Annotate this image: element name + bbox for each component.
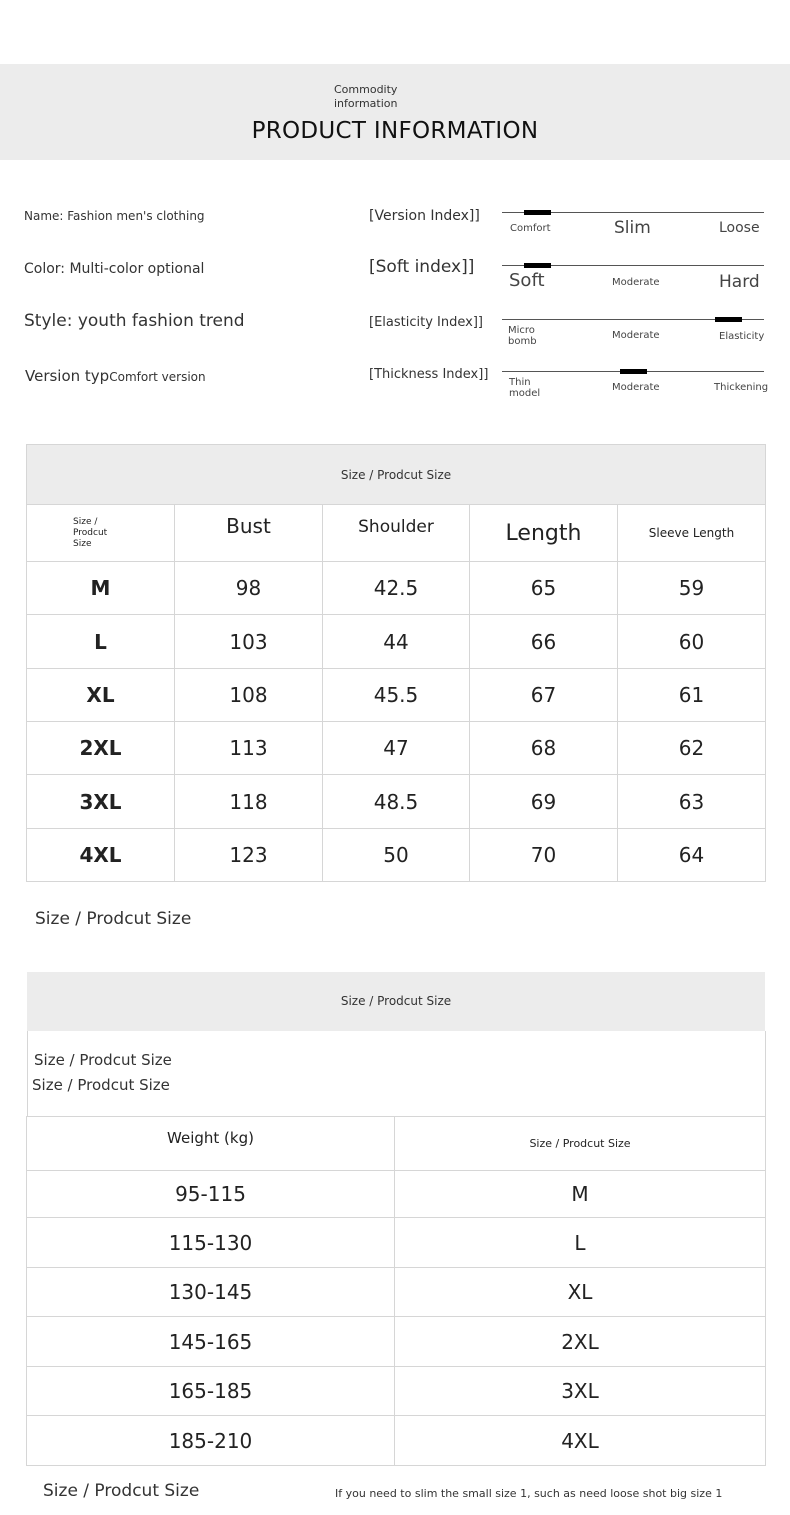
soft-scale-mid: Moderate [612,277,660,288]
size-cell: 2XL [395,1317,766,1367]
table-row [27,775,766,829]
length-cell: 68 [470,722,618,775]
shoulder-cell: 45.5 [323,669,470,722]
sleeve-cell: 59 [618,562,766,615]
table-row [27,722,766,775]
soft-scale-right: Hard [719,272,760,292]
size-cell: 3XL [395,1367,766,1416]
footer-right-note: If you need to slim the small size 1, such as need loose shot big size 1 [335,1487,723,1500]
header-length: Length [470,505,618,562]
size-table-header-row [27,505,766,562]
header-shoulder: Shoulder [323,505,470,562]
version-scale-right: Loose [719,220,760,236]
size-cell: 4XL [395,1416,766,1466]
version-scale-marker [524,210,551,215]
weight-cell: 130-145 [27,1268,395,1317]
shoulder-cell: 44 [323,615,470,669]
sleeve-cell: 62 [618,722,766,775]
size-table-caption: Size / Prodcut Size [27,445,766,505]
weight-table-note-box [27,1031,766,1116]
table-row [27,562,766,615]
size-table [26,444,766,882]
size-cell: M [27,562,175,615]
size-cell: 2XL [27,722,175,775]
table-row [27,1367,766,1416]
footer-left-note: Size / Prodcut Size [43,1481,200,1501]
bust-cell: 103 [175,615,323,669]
table-row [27,1317,766,1367]
sleeve-cell: 61 [618,669,766,722]
table-row [27,1171,766,1218]
shoulder-cell: 48.5 [323,775,470,829]
size-table-corner [27,505,175,562]
size-cell: M [395,1171,766,1218]
bust-cell: 98 [175,562,323,615]
header-weight: Weight (kg) [27,1117,395,1171]
elasticity-scale-left: Micro bomb [508,325,537,347]
header-size: Size / Prodcut Size [395,1117,766,1171]
info-version-value: Comfort version [109,370,206,384]
sleeve-cell: 60 [618,615,766,669]
thickness-scale-right: Thickening [714,382,769,393]
bust-cell: 113 [175,722,323,775]
version-scale-left: Comfort [510,223,551,234]
weight-cell: 95-115 [27,1171,395,1218]
soft-scale-left: Soft [509,270,545,291]
thickness-scale-mid: Moderate [612,382,660,393]
bust-cell: 118 [175,775,323,829]
elasticity-index-label: [Elasticity Index]] [369,315,483,330]
thickness-index-label: [Thickness Index]] [369,367,489,382]
weight-cell: 145-165 [27,1317,395,1367]
table-row [27,1218,766,1268]
header-bust: Bust [175,505,323,562]
table-row [27,615,766,669]
soft-scale-marker [524,263,551,268]
length-cell: 69 [470,775,618,829]
weight-table-header-row [27,1117,766,1171]
length-cell: 65 [470,562,618,615]
sleeve-cell: 63 [618,775,766,829]
header-band [0,64,790,160]
size-cell: XL [27,669,175,722]
sleeve-cell: 64 [618,829,766,882]
weight-cell: 185-210 [27,1416,395,1466]
info-version-prefix: Version typ [25,367,110,385]
weight-table [26,1116,766,1466]
length-cell: 67 [470,669,618,722]
size-table-caption-row [27,445,766,505]
info-style: Style: youth fashion trend [24,311,245,331]
bust-cell: 108 [175,669,323,722]
table-row [27,669,766,722]
info-name: Name: Fashion men's clothing [24,209,205,223]
weight-cell: 165-185 [27,1367,395,1416]
table-row [27,1416,766,1466]
soft-index-label: [Soft index]] [369,257,475,277]
size-cell: L [395,1218,766,1268]
info-color: Color: Multi-color optional [24,261,205,277]
shoulder-cell: 50 [323,829,470,882]
size-table-note: Size / Prodcut Size [35,909,192,929]
weight-cell: 115-130 [27,1218,395,1268]
table-row [27,1268,766,1317]
elasticity-scale-mid: Moderate [612,330,660,341]
version-index-label: [Version Index]] [369,208,480,224]
header-sleeve-length: Sleeve Length [618,505,766,562]
info-version [25,366,206,385]
size-cell: L [27,615,175,669]
version-scale-mid: Slim [614,218,651,238]
weight-table-note-line1: Size / Prodcut Size [34,1051,172,1069]
thickness-scale-left: Thin model [509,377,541,399]
bust-cell: 123 [175,829,323,882]
elasticity-scale-marker [715,317,742,322]
thickness-scale-marker [620,369,647,374]
header-subtitle: Commodity information [334,83,398,110]
table-row [27,829,766,882]
page-title: PRODUCT INFORMATION [251,118,539,144]
length-cell: 70 [470,829,618,882]
elasticity-scale-right: Elasticity [719,331,765,342]
length-cell: 66 [470,615,618,669]
size-cell: 4XL [27,829,175,882]
size-table-corner-label: Size / Prodcut Size [73,516,108,549]
weight-table-caption: Size / Prodcut Size [27,972,765,1031]
size-cell: XL [395,1268,766,1317]
shoulder-cell: 42.5 [323,562,470,615]
shoulder-cell: 47 [323,722,470,775]
size-cell: 3XL [27,775,175,829]
weight-table-note-line2: Size / Prodcut Size [32,1076,170,1094]
